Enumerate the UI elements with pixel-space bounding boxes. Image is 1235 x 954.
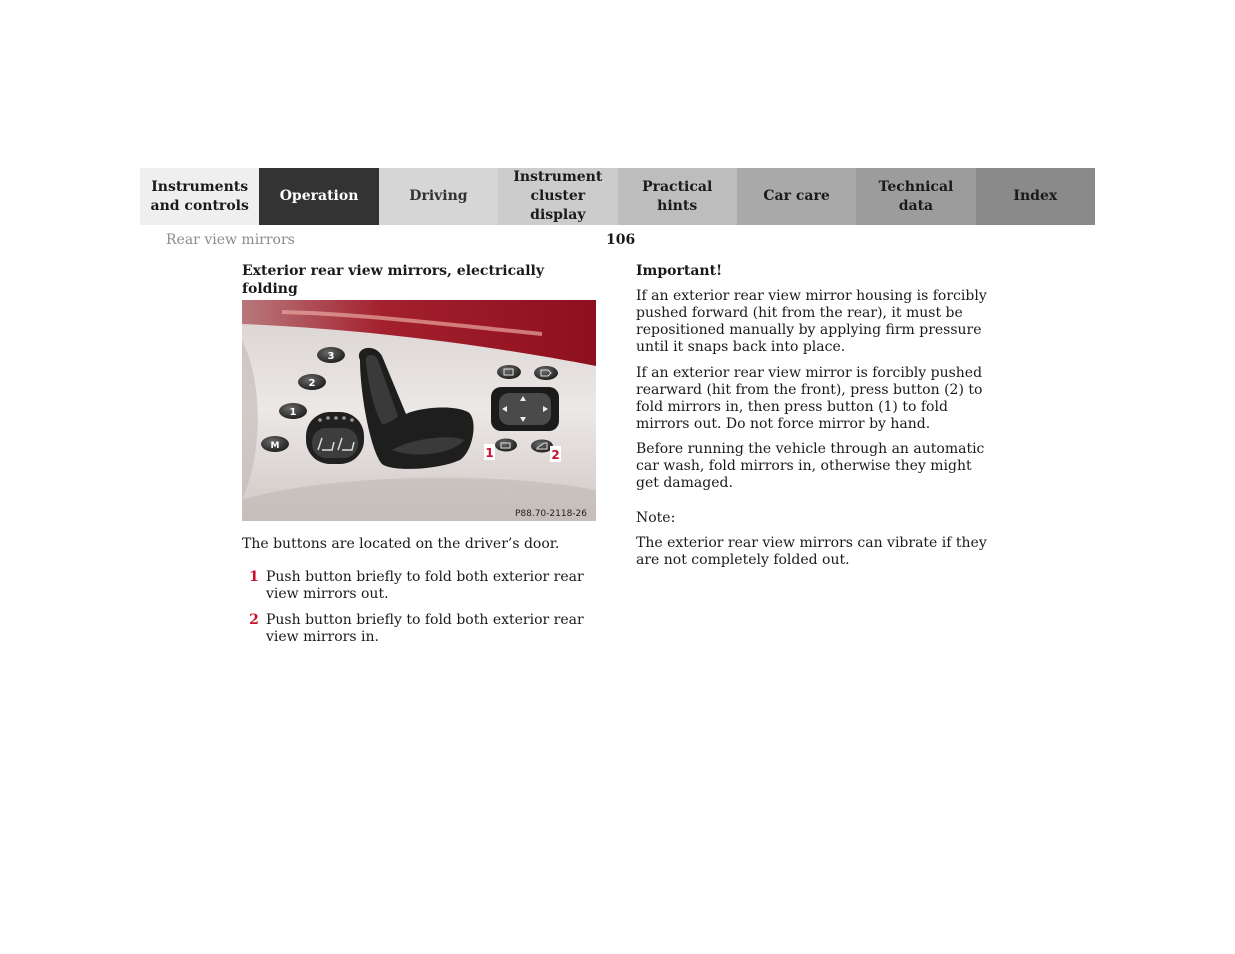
list-item-text: Push button briefly to fold both exterior rear view mirrors out. <box>266 569 584 602</box>
list-item <box>242 569 597 603</box>
tab-instrument-cluster-display[interactable]: Instrument cluster display <box>498 168 617 225</box>
paragraph-text: If an exterior rear view mirror is forcibly pushed rearward (hit from the front), press button (2) to fold mirrors in, then press button (1) to fold mirrors out. Do not force mirror by hand. <box>636 365 983 432</box>
section-heading: Exterior rear view mirrors, electrically folding <box>242 263 544 297</box>
callout-2: 2 <box>551 448 560 462</box>
caption-text: The buttons are located on the driver’s door. <box>242 536 560 552</box>
important-paragraph-1 <box>636 288 996 356</box>
chapter-navigation <box>140 168 1095 225</box>
note-body-text: The exterior rear view mirrors can vibrate if they are not completely folded out. <box>636 535 987 568</box>
tab-instruments-and-controls[interactable]: Instruments and controls <box>140 168 259 225</box>
important-heading-block <box>636 262 996 280</box>
note-text <box>636 535 996 569</box>
figure-code: P88.70-2118-26 <box>514 509 587 519</box>
seat-heater-switch <box>306 412 364 464</box>
tab-technical-data[interactable]: Technical data <box>856 168 975 225</box>
important-heading: Important! <box>636 263 723 279</box>
section-title: Rear view mirrors <box>166 232 295 248</box>
door-controls-figure <box>242 300 596 521</box>
door-controls-illustration <box>242 300 596 521</box>
memory-button-2-label: 2 <box>308 378 316 389</box>
tab-operation[interactable]: Operation <box>259 168 378 225</box>
paragraph-text: Before running the vehicle through an automatic car wash, fold mirrors in, otherwise they might get damaged. <box>636 441 985 491</box>
list-item <box>242 612 597 646</box>
paragraph-text: If an exterior rear view mirror housing is forcibly pushed forward (hit from the rear), it must be repositioned manually by applying firm pressure until it snaps back into place. <box>636 288 987 355</box>
tab-driving[interactable]: Driving <box>379 168 498 225</box>
list-item-number: 2 <box>249 612 259 628</box>
tab-index[interactable]: Index <box>976 168 1095 225</box>
left-column-heading <box>242 262 597 298</box>
figure-caption <box>242 536 597 553</box>
list-item-text: Push button briefly to fold both exterior rear view mirrors in. <box>266 612 584 645</box>
button-list <box>242 569 597 655</box>
note-label <box>636 510 996 527</box>
memory-button-1-label: 1 <box>289 407 297 418</box>
important-paragraph-2 <box>636 365 996 433</box>
memory-button-3-label: 3 <box>327 351 335 362</box>
important-paragraph-3 <box>636 441 996 492</box>
page-number: 106 <box>606 232 636 248</box>
tab-car-care[interactable]: Car care <box>737 168 856 225</box>
callout-1: 1 <box>485 446 494 460</box>
list-item-number: 1 <box>249 569 259 585</box>
note-label-text: Note: <box>636 510 676 526</box>
memory-button-m-label: M <box>270 441 280 451</box>
tab-practical-hints[interactable]: Practical hints <box>618 168 737 225</box>
